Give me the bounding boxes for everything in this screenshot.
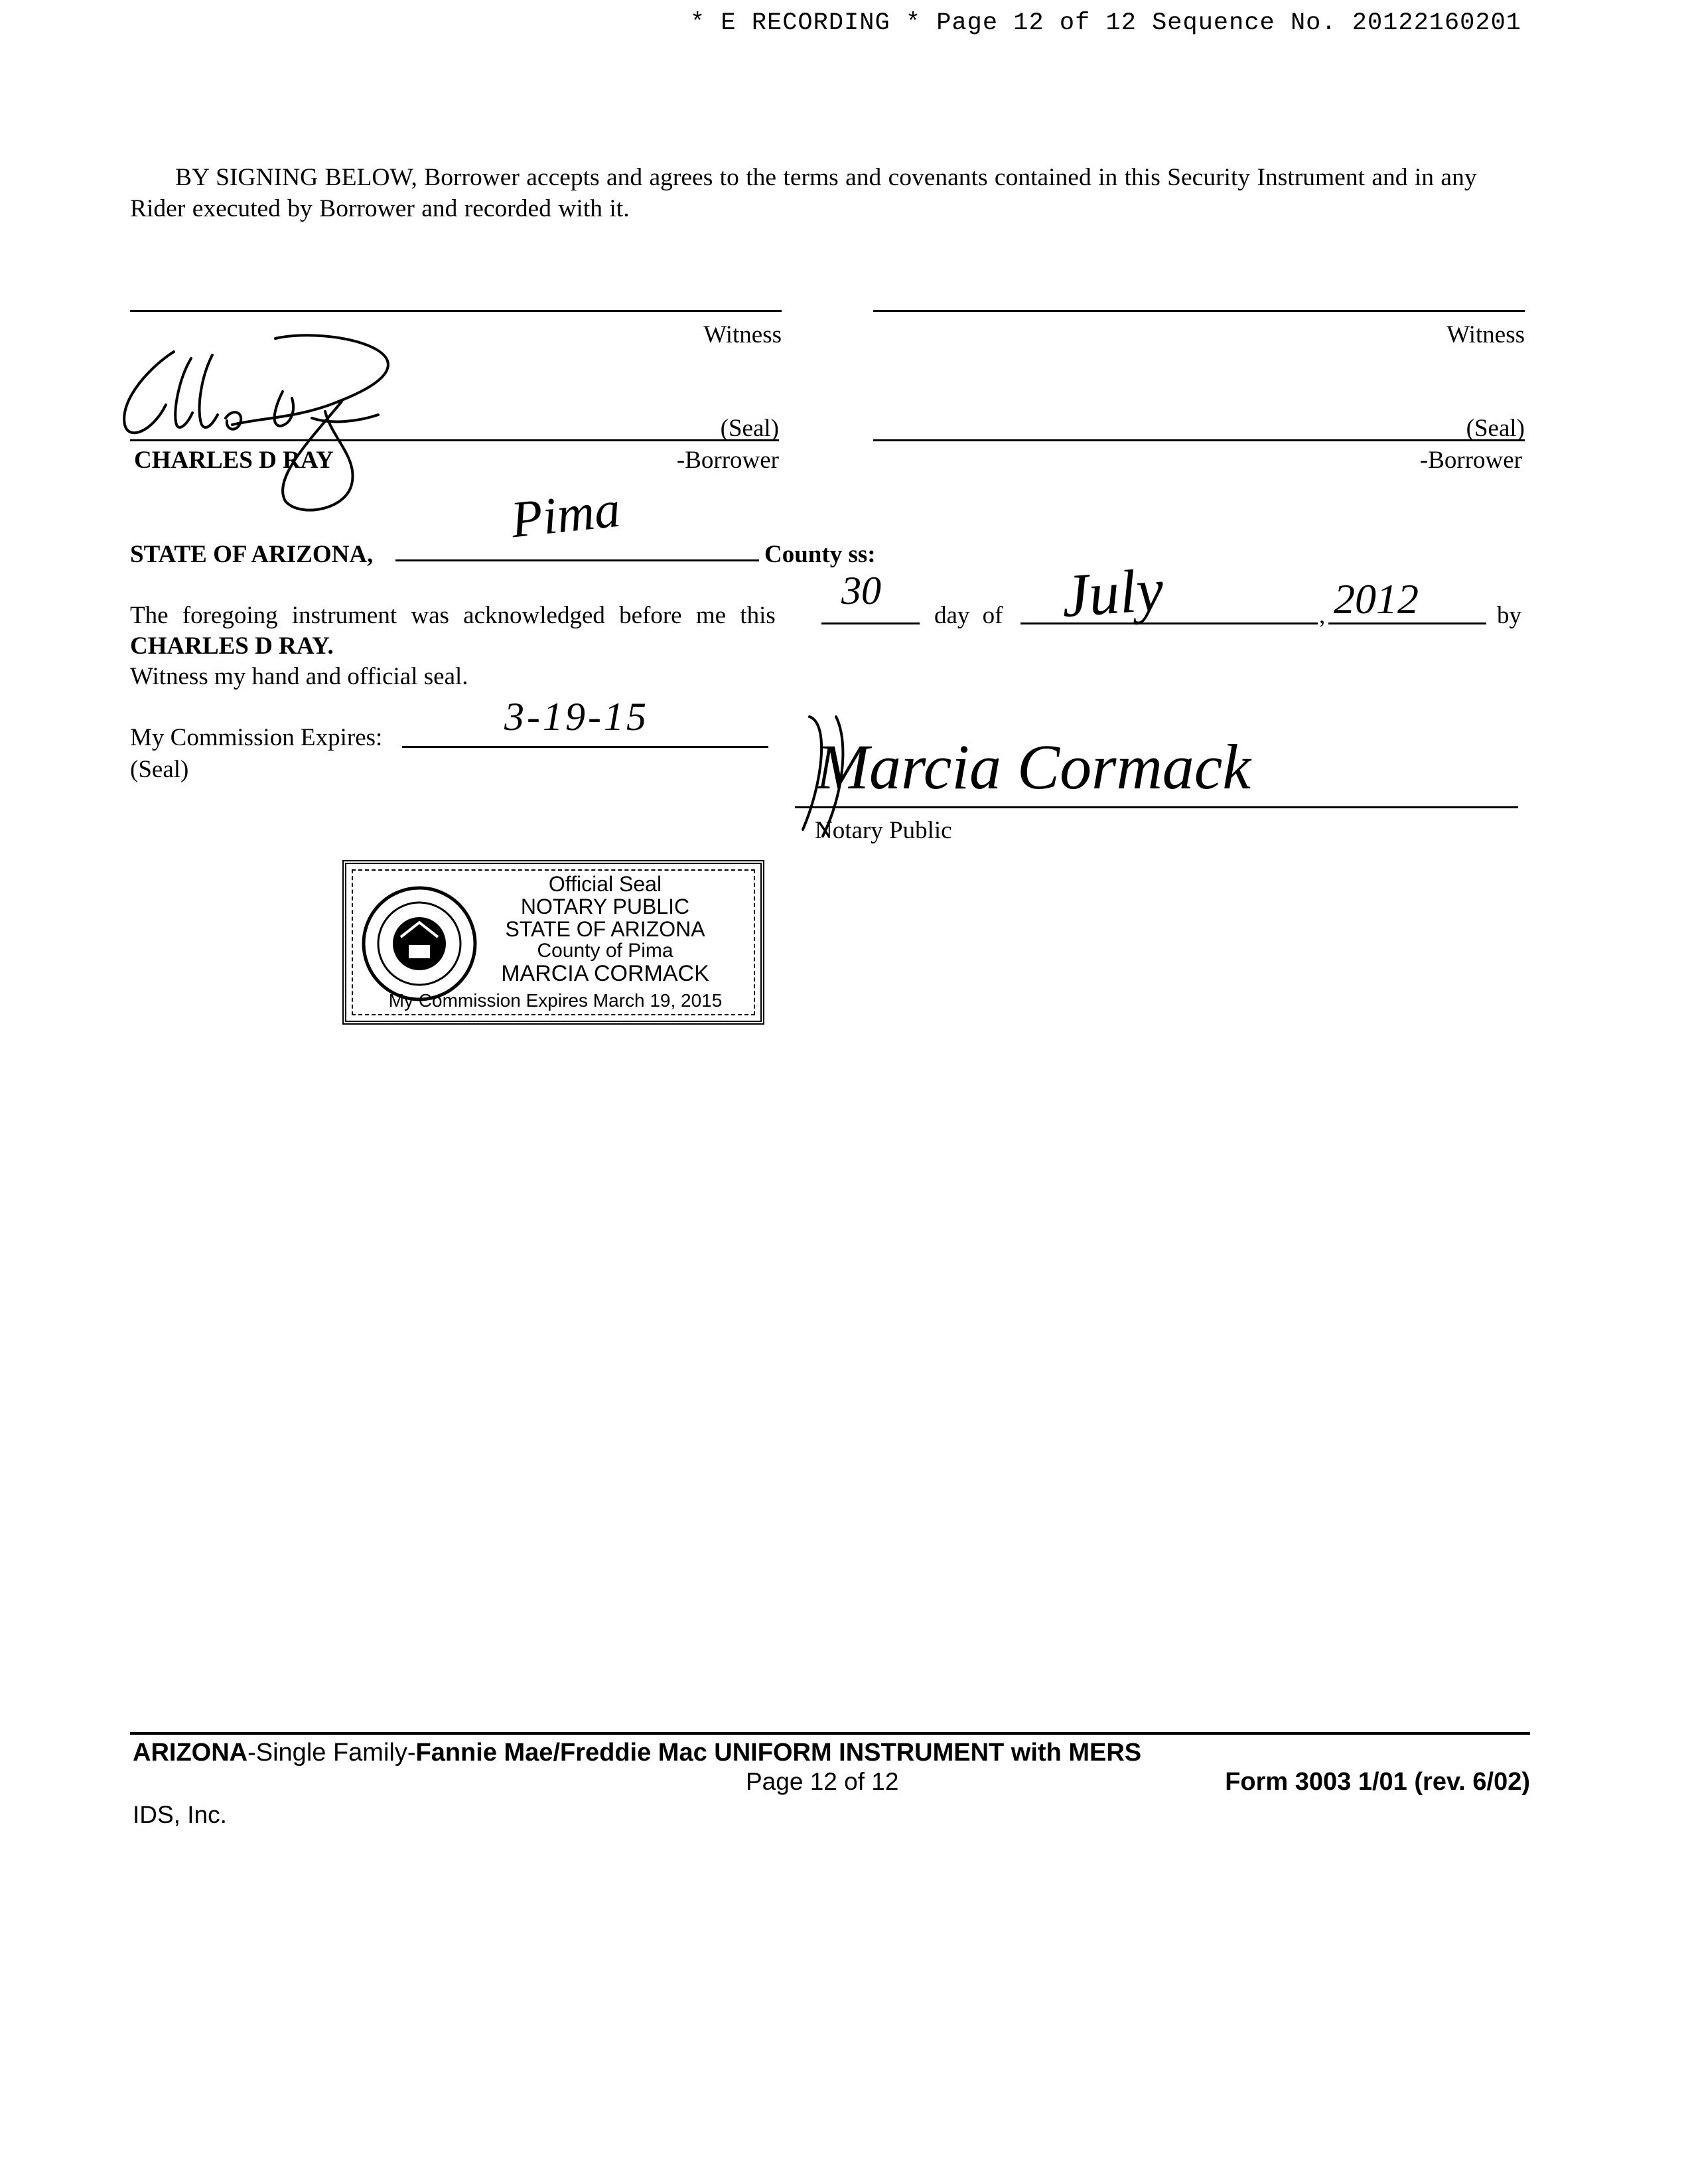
acknowledgment-sentence: The foregoing instrument was acknowledged before me this xyxy=(130,602,776,629)
by-label: by xyxy=(1497,602,1521,629)
arizona-state-seal xyxy=(360,884,479,1003)
county-label: County ss: xyxy=(764,541,876,568)
footer-rule xyxy=(130,1732,1530,1735)
notary-public-label: Notary Public xyxy=(815,817,952,844)
stamp-line-1: Official Seal xyxy=(548,872,662,896)
commission-line xyxy=(402,746,768,748)
borrower-signature xyxy=(113,325,458,518)
witness-line-right xyxy=(873,310,1525,312)
day-written: 30 xyxy=(841,569,881,613)
stamp-line-4: County of Pima xyxy=(537,940,673,962)
commission-written: 3-19-15 xyxy=(504,695,649,739)
stamp-line-5: MARCIA CORMACK xyxy=(501,961,709,986)
seal-label-right: (Seal) xyxy=(1466,415,1525,442)
footer-title-state: ARIZONA xyxy=(133,1739,248,1767)
stamp-line-6: My Commission Expires March 19, 2015 xyxy=(388,990,723,1011)
stamp-line-2: NOTARY PUBLIC xyxy=(520,895,690,918)
borrower-role-left: -Borrower xyxy=(676,447,779,474)
year-written: 2012 xyxy=(1334,575,1419,622)
day-line xyxy=(821,622,920,624)
notary-signature: Marcia Cormack xyxy=(816,731,1251,802)
county-written: Pima xyxy=(508,479,623,549)
footer-title xyxy=(133,1739,1141,1767)
stamp-line-3: STATE OF ARIZONA xyxy=(505,917,705,941)
footer-form-number: Form 3003 1/01 (rev. 6/02) xyxy=(1225,1768,1530,1796)
borrower-role-right: -Borrower xyxy=(1419,447,1522,474)
witness-line-left xyxy=(130,310,782,312)
footer-title-rest: Fannie Mae/Freddie Mac UNIFORM INSTRUMENT with MERS xyxy=(415,1739,1142,1767)
commission-label: My Commission Expires: xyxy=(130,724,383,751)
witness-hand-seal: Witness my hand and official seal. xyxy=(130,663,468,690)
recording-stamp: * E RECORDING * Page 12 of 12 Sequence No. 20122160201 xyxy=(690,9,1521,37)
notary-stamp xyxy=(342,860,764,1025)
witness-label-left: Witness xyxy=(703,321,782,348)
seal-label-notary: (Seal) xyxy=(130,756,189,783)
notary-signature-line xyxy=(795,806,1518,808)
county-line xyxy=(395,559,759,561)
footer-vendor: IDS, Inc. xyxy=(133,1801,227,1828)
state-label: STATE OF ARIZONA, xyxy=(130,541,374,568)
seal-label-left: (Seal) xyxy=(720,415,779,442)
month-written: July xyxy=(1059,555,1166,630)
footer-title-middle: -Single Family- xyxy=(247,1739,416,1767)
day-of-label: day of xyxy=(934,602,1003,629)
comma: , xyxy=(1319,602,1326,629)
footer-page: Page 12 of 12 xyxy=(746,1768,899,1795)
borrower-name: CHARLES D RAY xyxy=(134,447,334,474)
signing-statement: BY SIGNING BELOW, Borrower accepts and agrees to the terms and covenants contained in this Security Instrument and in any Rider executed by Borrower and recorded with it. xyxy=(130,164,1477,222)
acknowledged-name: CHARLES D RAY. xyxy=(130,632,334,660)
witness-label-right: Witness xyxy=(1446,321,1525,348)
